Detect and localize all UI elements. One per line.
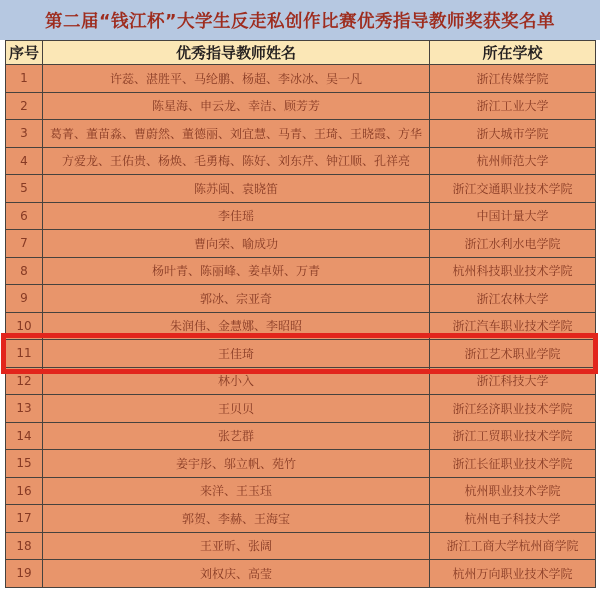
- row-number: 5: [6, 175, 43, 203]
- table-row: [6, 230, 596, 258]
- teacher-names-cell: 方爱龙、王佑贵、杨焕、毛勇梅、陈好、刘东芹、钟江顺、孔祥亮: [43, 147, 430, 175]
- school-name-cell: 中国计量大学: [430, 202, 596, 230]
- table-row: [6, 65, 596, 93]
- header-serial-number: 序号: [6, 41, 43, 65]
- table-row: [6, 532, 596, 560]
- table-row: [6, 340, 596, 368]
- school-name-cell: 浙江工业大学: [430, 92, 596, 120]
- row-number: 19: [6, 560, 43, 588]
- table-body: [6, 65, 596, 588]
- teacher-names-cell: 许蕊、湛胜平、马纶鹏、杨超、李冰冰、吴一凡: [43, 65, 430, 93]
- school-name-cell: 杭州电子科技大学: [430, 505, 596, 533]
- school-name-cell: 浙江工商大学杭州商学院: [430, 532, 596, 560]
- row-number: 8: [6, 257, 43, 285]
- teacher-names-cell: 杨叶青、陈丽峰、姜卓妍、万青: [43, 257, 430, 285]
- school-name-cell: 浙江汽车职业技术学院: [430, 312, 596, 340]
- table-row: [6, 257, 596, 285]
- teacher-names-cell: 陈苏闽、袁晓笛: [43, 175, 430, 203]
- table-row: [6, 202, 596, 230]
- row-number: 3: [6, 120, 43, 148]
- row-number: 11: [6, 340, 43, 368]
- table-row: [6, 367, 596, 395]
- teacher-names-cell: 姜宇彤、邬立帆、苑竹: [43, 450, 430, 478]
- school-name-cell: 浙江水利水电学院: [430, 230, 596, 258]
- school-name-cell: 浙江科技大学: [430, 367, 596, 395]
- table-row: [6, 560, 596, 588]
- table-row: [6, 285, 596, 313]
- award-table: [5, 40, 596, 588]
- header-school: 所在学校: [430, 41, 596, 65]
- table-row: [6, 120, 596, 148]
- title-band: [0, 0, 600, 40]
- teacher-names-cell: 刘权庆、高莹: [43, 560, 430, 588]
- table-row: [6, 147, 596, 175]
- teacher-names-cell: 王贝贝: [43, 395, 430, 423]
- row-number: 2: [6, 92, 43, 120]
- teacher-names-cell: 郭冰、宗亚奇: [43, 285, 430, 313]
- row-number: 15: [6, 450, 43, 478]
- page-title: 第二届“钱江杯”大学生反走私创作比赛优秀指导教师奖获奖名单: [44, 11, 555, 32]
- header-teacher-names: 优秀指导教师姓名: [43, 41, 430, 65]
- row-number: 1: [6, 65, 43, 93]
- row-number: 4: [6, 147, 43, 175]
- teacher-names-cell: 张艺群: [43, 422, 430, 450]
- school-name-cell: 杭州师范大学: [430, 147, 596, 175]
- teacher-names-cell: 朱润伟、金慧娜、李昭昭: [43, 312, 430, 340]
- school-name-cell: 浙江长征职业技术学院: [430, 450, 596, 478]
- table-row: [6, 92, 596, 120]
- row-number: 13: [6, 395, 43, 423]
- school-name-cell: 浙江工贸职业技术学院: [430, 422, 596, 450]
- teacher-names-cell: 林小入: [43, 367, 430, 395]
- row-number: 9: [6, 285, 43, 313]
- row-number: 16: [6, 477, 43, 505]
- school-name-cell: 浙江艺术职业学院: [430, 340, 596, 368]
- school-name-cell: 浙江经济职业技术学院: [430, 395, 596, 423]
- row-number: 17: [6, 505, 43, 533]
- teacher-names-cell: 王佳琦: [43, 340, 430, 368]
- teacher-names-cell: 曹向荣、喻成功: [43, 230, 430, 258]
- row-number: 7: [6, 230, 43, 258]
- school-name-cell: 浙江农林大学: [430, 285, 596, 313]
- teacher-names-cell: 陈星海、申云龙、幸洁、顾芳芳: [43, 92, 430, 120]
- table-row: [6, 505, 596, 533]
- table-row: [6, 422, 596, 450]
- school-name-cell: 浙江传媒学院: [430, 65, 596, 93]
- row-number: 12: [6, 367, 43, 395]
- teacher-names-cell: 葛菁、董苗淼、曹蔚然、董德丽、刘宜慧、马青、王琦、王晓霞、方华: [43, 120, 430, 148]
- table-row: [6, 175, 596, 203]
- header-row: [6, 41, 596, 65]
- school-name-cell: 浙江交通职业技术学院: [430, 175, 596, 203]
- teacher-names-cell: 来洋、王玉珏: [43, 477, 430, 505]
- row-number: 10: [6, 312, 43, 340]
- school-name-cell: 浙大城市学院: [430, 120, 596, 148]
- table-row: [6, 395, 596, 423]
- teacher-names-cell: 郭贺、李赫、王海宝: [43, 505, 430, 533]
- school-name-cell: 杭州科技职业技术学院: [430, 257, 596, 285]
- row-number: 18: [6, 532, 43, 560]
- teacher-names-cell: 王亚昕、张阔: [43, 532, 430, 560]
- row-number: 14: [6, 422, 43, 450]
- table-row: [6, 312, 596, 340]
- teacher-names-cell: 李佳瑶: [43, 202, 430, 230]
- school-name-cell: 杭州职业技术学院: [430, 477, 596, 505]
- table-row: [6, 450, 596, 478]
- school-name-cell: 杭州万向职业技术学院: [430, 560, 596, 588]
- table-row: [6, 477, 596, 505]
- row-number: 6: [6, 202, 43, 230]
